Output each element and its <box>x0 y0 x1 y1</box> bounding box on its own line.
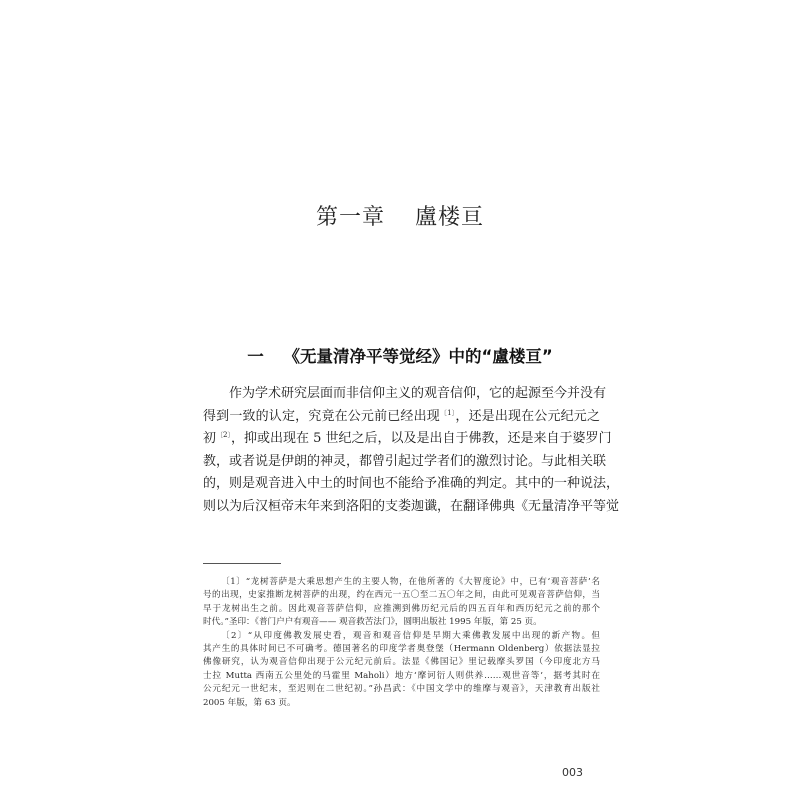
section-heading: 《无量清净平等觉经》中的“盧楼亘” <box>283 347 553 366</box>
footnote-2-line: 〔2〕“从印度佛教发展史看，观音和观音信仰是早期大乘佛教发展中出现的新产物。但 <box>221 630 600 641</box>
chapter-title <box>0 200 800 231</box>
footnote-2-line: 公元纪元一世纪末，至迟则在二世纪初。”孙昌武：《中国文学中的维摩与观音》，天津教育出版社 <box>203 684 600 695</box>
body-line-2-a: 得到一致的认定，究竟在公元前已经出现 <box>203 408 440 424</box>
footnote-1-line: 早于龙树出生之前。因此观音菩萨信仰，应推溯到佛历纪元后的四五百年和西历纪元之前的那个 <box>203 603 600 614</box>
footnote-2 <box>203 630 600 710</box>
page-number: 003 <box>562 766 583 779</box>
body-line-2-b: ，还是出现在公元纪元之 <box>455 408 600 424</box>
body-paragraph <box>203 383 620 518</box>
footnote-2-line: 士拉 Mutta 西南五公里处的马霍里 Maholi）地方‘摩诃衍人则供养……观世音等’，据考其时在 <box>203 670 600 681</box>
body-line-1: 作为学术研究层面而非信仰主义的观音信仰，它的起源至今并没有 <box>229 386 607 401</box>
footnote-ref-2[interactable]: 〔2〕 <box>216 431 231 439</box>
footnote-2-line: 其产生的具体时间已不可确考。德国著名的印度学者奥登堡（Hermann Oldenberg）依据法显拉 <box>203 644 600 655</box>
footnote-1-line: 〔1〕“龙树菩萨是大乘思想产生的主要人物，在他所著的《大智度论》中，已有‘观音菩萨’名 <box>221 577 600 587</box>
body-line-2 <box>203 406 600 429</box>
body-line-5: 的，则是观音进入中土的时间也不能给予准确的判定。其中的一种说法， <box>203 476 620 491</box>
section-number: 一 <box>247 347 264 366</box>
footnote-divider <box>203 563 281 564</box>
footnote-1-line: 号的出现，史家推断龙树菩萨的出现，约在西元一五〇至二五〇年之间，由此可见观音菩萨信仰，当 <box>203 590 600 601</box>
body-line-6: 则以为后汉桓帝末年来到洛阳的支娄迦谶，在翻译佛典《无量清净平等觉 <box>203 498 620 514</box>
chapter-number: 第一章 <box>315 205 385 230</box>
footnote-1 <box>203 576 600 630</box>
body-line-4: 教，或者说是伊朗的神灵，都曾引起过学者们的激烈讨论。与此相关联 <box>203 453 607 469</box>
body-line-3 <box>203 428 612 451</box>
body-line-3-a: 初 <box>203 431 217 446</box>
footnote-1-line: 时代。”圣印：《普门户户有观音—— 观音救苦法门》，圆明出版社 1995 年版，第 25 页。 <box>203 617 542 628</box>
footnote-2-line: 佛像研究，认为观音信仰出现于公元纪元前后。法显《佛国记》里记载摩头罗国（今印度北方马 <box>203 657 600 668</box>
section-title <box>0 343 800 367</box>
footnotes <box>203 576 600 710</box>
body-line-3-b: ，抑或出现在 5 世纪之后，以及是出自于佛教，还是来自于婆罗门 <box>230 431 612 446</box>
footnote-2-line: 2005 年版，第 63 页。 <box>203 697 296 708</box>
footnote-ref-1[interactable]: 〔1〕 <box>439 408 456 417</box>
chapter-name: 盧楼亘 <box>415 205 485 230</box>
